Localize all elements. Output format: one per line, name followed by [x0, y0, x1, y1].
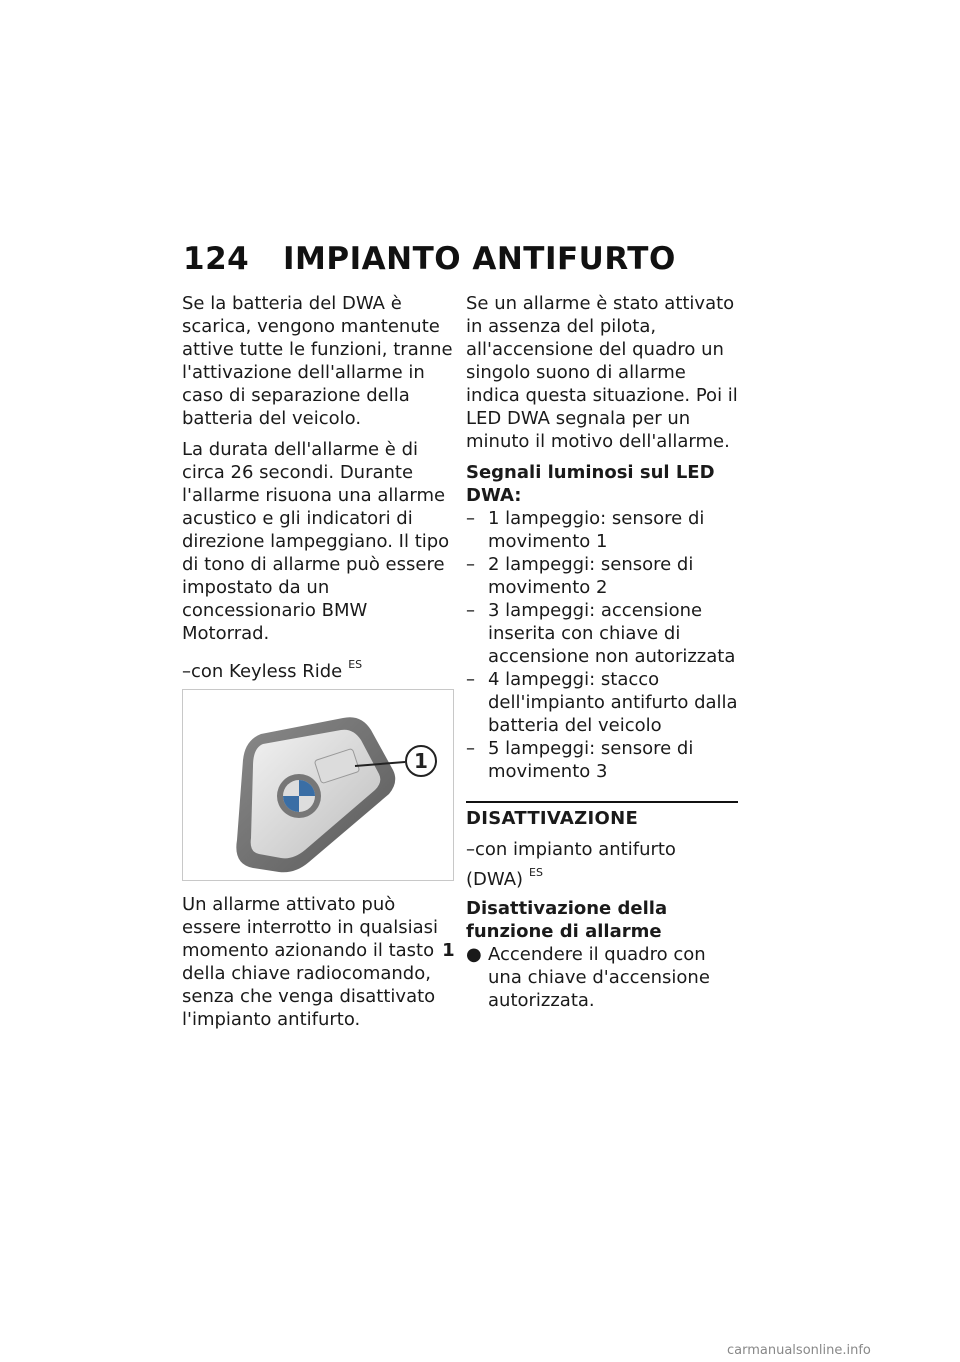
equipment-code: ES: [529, 866, 543, 879]
list-item: – 1 lampeggio: sensore di movimento 1: [466, 507, 738, 553]
key-reference: 1: [442, 940, 455, 961]
signals-heading: Segnali luminosi sul LED DWA:: [466, 462, 715, 506]
callout-1: 1: [414, 749, 428, 773]
list-item: – 3 lampeggi: accensione inserita con chiave di accensione non autorizzata: [466, 599, 738, 668]
condition-keyless: [182, 653, 457, 683]
instruction-bullet: [466, 943, 738, 1012]
key-fob-figure: [182, 689, 454, 881]
condition-label: –con impianto antifurto (DWA): [466, 839, 676, 890]
condition-dwa: [466, 838, 738, 891]
paragraph-alarm-duration: La durata dell'allarme è di circa 26 secondi. Durante l'allarme risuona una allarme acustico e gli indicatori di direzione lampeggiano. Il tipo di tono di allarme può essere impostato da un concessionario BMW Motorrad.: [182, 439, 450, 644]
page-title: IMPIANTO ANTIFURTO: [283, 241, 676, 277]
paragraph-battery: Se la batteria del DWA è scarica, vengono mantenute attive tutte le funzioni, tranne l'attivazione dell'allarme in caso di separazione della batteria del veicolo.: [182, 293, 453, 429]
page-number: 124: [183, 241, 250, 277]
list-item: – 2 lampeggi: sensore di movimento 2: [466, 553, 738, 599]
list-item: – 4 lampeggi: stacco dell'impianto antifurto dalla batteria del veicolo: [466, 668, 738, 737]
paragraph-alarm-indication: Se un allarme è stato attivato in assenza del pilota, all'accensione del quadro un singolo suono di allarme indica questa situazione. Poi il LED DWA segnala per un minuto il motivo dell'allarme.: [466, 293, 738, 452]
condition-label: –con Keyless Ride: [182, 661, 343, 682]
signals-list: [466, 507, 738, 783]
section-title: DISATTIVAZIONE: [466, 808, 639, 829]
left-column: [182, 292, 457, 1039]
paragraph-interrupt-alarm: Un allarme attivato può essere interrotto in qualsiasi momento azionando il tasto 1 della chiave radiocomando, senza che venga disattivato l'impianto antifurto.: [182, 894, 455, 1030]
equipment-code: ES: [348, 658, 363, 671]
subsection-title: Disattivazione della funzione di allarme: [466, 898, 668, 942]
page-header: [183, 241, 676, 277]
bullet-icon: ●: [466, 944, 482, 965]
watermark: carmanualsonline.info: [727, 1343, 871, 1358]
right-column: [466, 292, 738, 1012]
key-fob-illustration: [183, 690, 453, 880]
section-divider: [466, 801, 738, 803]
instruction-text: Accendere il quadro con una chiave d'accensione autorizzata.: [488, 944, 710, 1011]
list-item: – 5 lampeggi: sensore di movimento 3: [466, 737, 738, 783]
